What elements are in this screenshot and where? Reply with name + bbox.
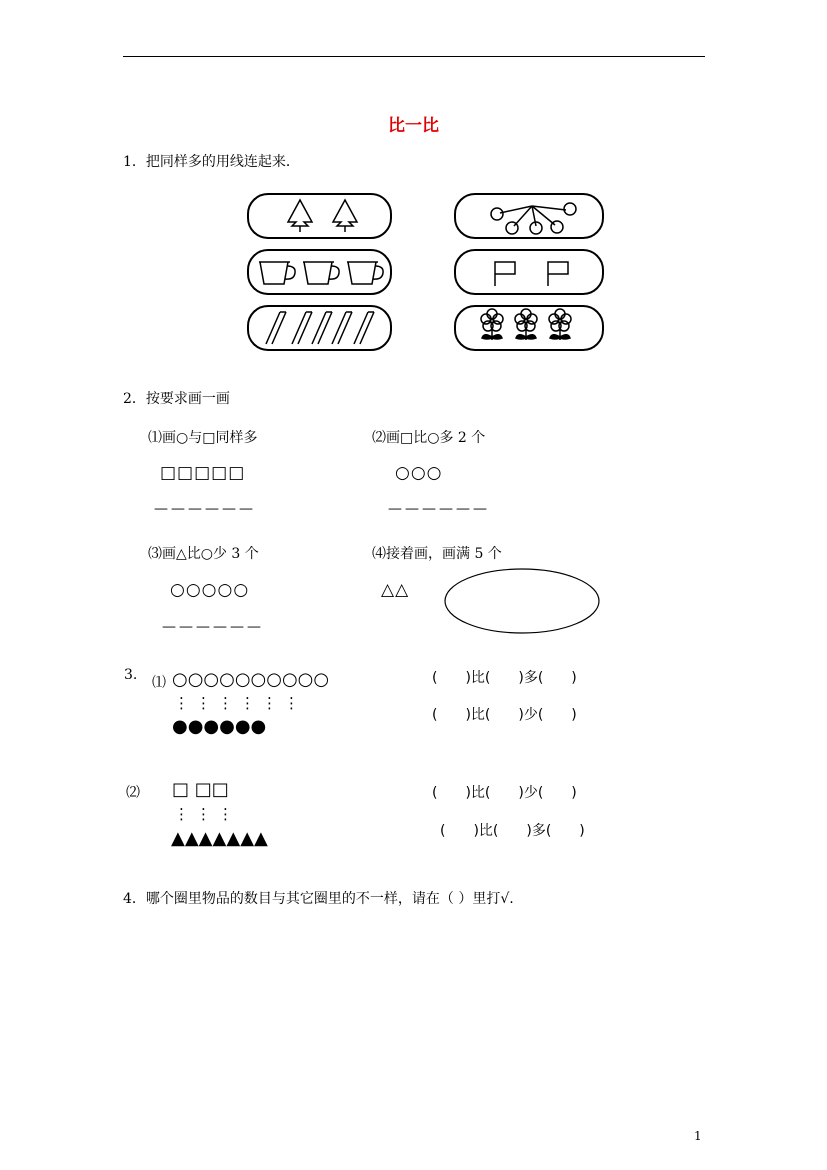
tree-icons <box>288 200 357 232</box>
capsule-trees <box>248 194 391 238</box>
q2-part3-answer-line[interactable]: —————— <box>162 619 264 635</box>
q3-part2-label: ⑵ <box>126 785 140 801</box>
q3-part1-filled-circles-row: ●●●●●● <box>172 716 267 737</box>
drawing-ellipse[interactable] <box>444 568 602 636</box>
q2-part2-answer-line[interactable]: —————— <box>388 501 490 517</box>
flag-icons <box>495 262 568 286</box>
capsule-balloons <box>455 194 603 238</box>
page-title: 比一比 <box>388 116 439 136</box>
question-2-text: 2．按要求画一画 <box>123 391 230 407</box>
q2-part3-circles: ○○○○○ <box>170 580 250 600</box>
q2-part4-triangles: △△ <box>381 580 410 600</box>
q3-part2-fill-blank-1[interactable]: ( )比( )少( ) <box>432 785 577 801</box>
pencil-icons <box>266 312 374 344</box>
q2-part2-label: ⑵画□比○多 2 个 <box>372 430 486 446</box>
q3-part2-fill-blank-2[interactable]: ( )比( )多( ) <box>440 823 585 839</box>
q3-part1-dots-row: ⋮⋮⋮⋮⋮⋮ <box>174 694 306 712</box>
cup-icons <box>259 262 383 284</box>
page-number: 1 <box>694 1129 702 1143</box>
question-4-text: 4．哪个圈里物品的数目与其它圈里的不一样，请在（ ）里打√. <box>123 891 514 907</box>
capsule-cups <box>248 250 391 294</box>
q2-part4-label: ⑷接着画，画满 5 个 <box>372 546 502 562</box>
flower-icons <box>481 309 571 340</box>
capsule-flowers <box>455 306 603 350</box>
q3-part1-fill-blank-1[interactable]: ( )比( )多( ) <box>432 670 577 686</box>
q2-part2-circles: ○○○ <box>395 463 443 483</box>
q2-part3-label: ⑶画△比○少 3 个 <box>148 546 259 562</box>
balloon-icons <box>491 203 576 234</box>
q3-part1-circles-row: ○○○○○○○○○○ <box>172 669 330 690</box>
q2-part1-label: ⑴画○与□同样多 <box>148 430 258 446</box>
q3-part1-label: ⑴ <box>152 675 166 691</box>
q3-part2-dots-row: ⋮⋮⋮ <box>174 805 240 823</box>
question-3-number: 3. <box>124 667 138 683</box>
q3-part2-triangles-row: ▲▲▲▲▲▲▲ <box>171 828 268 849</box>
capsule-flags <box>455 250 603 294</box>
q3-part1-fill-blank-2[interactable]: ( )比( )少( ) <box>432 707 577 723</box>
question-1-text: 1．把同样多的用线连起来． <box>123 154 300 170</box>
q2-part1-answer-line[interactable]: —————— <box>154 501 256 517</box>
matching-figure <box>0 0 827 360</box>
q3-part2-squares-row: □ □□ <box>172 779 229 800</box>
q2-part1-squares: □□□□□ <box>160 463 246 483</box>
